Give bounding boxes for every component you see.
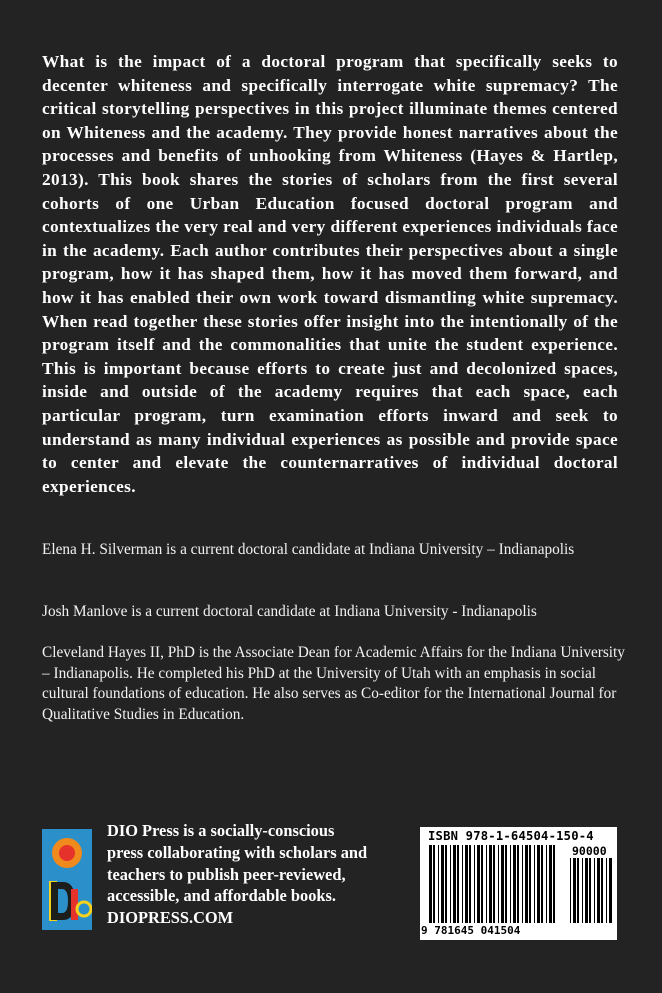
- publisher-website: DIOPRESS.COM: [107, 908, 234, 928]
- publisher-line-4: accessible, and affordable books.: [107, 886, 337, 906]
- author-bio-hayes: Cleveland Hayes II, PhD is the Associate Dean for Academic Affairs for the Indiana University – Indianapolis. He completed his PhD at the University of Utah with an emphasis in social cultural foundations of education. He also serves as Co-editor for the International Journal for Qualitative Studies in Education.: [42, 644, 625, 723]
- ean-digits: 9 781645 041504: [421, 924, 521, 937]
- book-description: What is the impact of a doctoral program that specifically seeks to decenter whiteness and specifically interrogate white supremacy? The critical storytelling perspectives in this project illuminate themes centered on Whiteness and the academy. They provide honest narratives about the processes and benefits of unhooking from Whiteness (Hayes & Hartlep, 2013). This book shares the stories of scholars from the first several cohorts of one Urban Education focused doctoral program and contextualizes the very real and very different experiences individuals face in the academy. Each author contributes their perspectives about a single program, how it has shaped them, how it has moved them forward, and how it has enabled their own work toward dismantling white supremacy. When read together these stories offer insight into the intentionally of the program itself and the commonalities that unite the student experience. This is important because efforts to create just and decolonized spaces, inside and outside of the academy requires that each space, each particular program, turn examination efforts inward and seek to understand as many individual experiences as possible and provide space to center and elevate the counternarratives of individual doctoral experiences.: [42, 52, 618, 496]
- publisher-line-1: DIO Press is a socially-conscious: [107, 821, 335, 840]
- price-code: 90000: [572, 844, 607, 858]
- isbn-barcode: [420, 827, 617, 940]
- publisher-line-3: teachers to publish peer-reviewed,: [107, 864, 346, 884]
- publisher-line-2: press collaborating with scholars and: [107, 842, 368, 862]
- author-bio-manlove: Josh Manlove is a current doctoral candidate at Indiana University - Indianapolis: [42, 603, 537, 620]
- isbn-number: ISBN 978-1-64504-150-4: [428, 829, 594, 843]
- author-bio-silverman: Elena H. Silverman is a current doctoral candidate at Indiana University – Indianapolis: [42, 541, 575, 558]
- dio-press-logo: [42, 829, 92, 930]
- publisher-statement: [107, 820, 407, 929]
